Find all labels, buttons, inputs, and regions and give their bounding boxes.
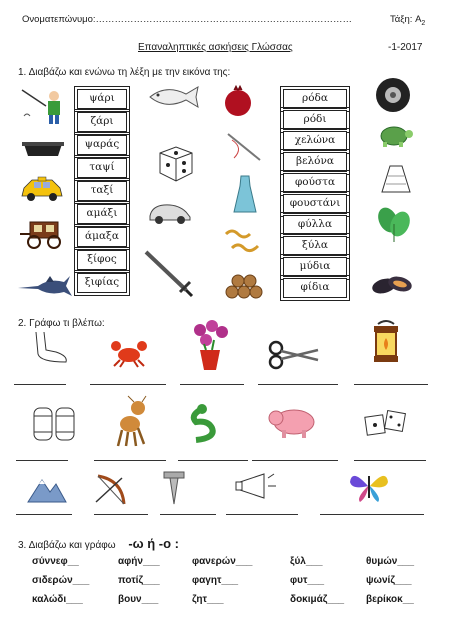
answer-line[interactable] (354, 460, 426, 461)
answer-line[interactable] (16, 460, 68, 461)
leaves-icon (374, 204, 414, 244)
megaphone-icon (234, 468, 280, 504)
taxi-icon (18, 176, 66, 204)
word-card[interactable]: χελώνα (283, 131, 347, 151)
fill-word[interactable]: φανερών___ (192, 556, 253, 567)
fill-word[interactable]: θυμών___ (366, 556, 415, 567)
answer-line[interactable] (94, 460, 166, 461)
skirt-icon (380, 162, 412, 196)
foot-icon (26, 330, 70, 366)
mountains-icon (26, 474, 68, 504)
class-label-text: Τάξη: A (390, 14, 422, 25)
answer-line[interactable] (90, 384, 166, 385)
section1-title: 1. Διαβάζω και ενώνω τη λέξη με την εικόνα της: (18, 67, 231, 78)
answer-line[interactable] (14, 384, 66, 385)
flowerpot-icon (186, 320, 234, 374)
section2-title: 2. Γράφω τι βλέπω: (18, 318, 105, 329)
barrels-icon (30, 402, 78, 444)
fill-word[interactable]: ποτίζ___ (118, 575, 160, 586)
crab-icon (108, 338, 150, 368)
fill-word[interactable]: ψωνίζ___ (366, 575, 412, 586)
scissors-icon (266, 340, 322, 370)
carriage-icon (18, 216, 66, 250)
fill-word[interactable]: φυτ___ (290, 575, 325, 586)
fill-word[interactable]: καλώδι___ (32, 594, 83, 605)
butterfly-icon (346, 468, 392, 504)
word-card[interactable]: ρόδι (283, 110, 347, 130)
right-word-list (283, 89, 347, 301)
baking-tray-icon (20, 138, 66, 160)
section3-title-text: 3. Διαβάζω και γράφω (18, 540, 116, 551)
word-card[interactable]: βελόνα (283, 152, 347, 172)
turtle-icon (374, 122, 414, 150)
word-card[interactable]: φίδια (283, 278, 347, 298)
logs-icon (222, 270, 266, 300)
fill-word[interactable]: φαγητ___ (192, 575, 239, 586)
class-label-sub: 2 (421, 19, 426, 27)
fill-word[interactable]: βουν___ (118, 594, 159, 605)
left-word-list (77, 89, 127, 295)
word-card[interactable]: ρόδα (283, 89, 347, 109)
fill-word[interactable]: δοκιμάζ___ (290, 594, 345, 605)
fill-word[interactable]: ζητ___ (192, 594, 224, 605)
answer-line[interactable] (180, 384, 244, 385)
answer-line[interactable] (160, 514, 216, 515)
word-card[interactable]: ταξί (77, 181, 127, 201)
word-card[interactable]: ψαράς (77, 135, 127, 155)
class-label (390, 14, 425, 27)
answer-line[interactable] (320, 514, 424, 515)
word-card[interactable]: άμαξα (77, 227, 127, 247)
fill-word[interactable]: σύννεφ__ (32, 556, 79, 567)
answer-line[interactable] (258, 384, 338, 385)
screw-icon (160, 470, 188, 506)
lantern-icon (368, 318, 404, 368)
section3-letters: -ω ή -ο : (128, 536, 179, 551)
needle-icon (224, 130, 264, 164)
sword-icon (140, 246, 196, 298)
fill-word[interactable]: βερίκοκ__ (366, 594, 414, 605)
dress-icon (232, 174, 258, 214)
word-card[interactable]: ξιφίας (77, 273, 127, 293)
word-card[interactable]: μύδια (283, 257, 347, 277)
answer-line[interactable] (354, 384, 428, 385)
car-icon (146, 200, 194, 226)
snake-icon (186, 402, 222, 444)
word-card[interactable]: ζάρι (77, 112, 127, 132)
pig-icon (266, 404, 320, 442)
fisherman-icon (18, 86, 68, 126)
word-card[interactable]: ψάρι (77, 89, 127, 109)
tire-icon (374, 76, 412, 114)
answer-line[interactable] (16, 514, 72, 515)
word-card[interactable]: φούστα (283, 173, 347, 193)
word-card[interactable]: αμάξι (77, 204, 127, 224)
word-card[interactable]: ξίφος (77, 250, 127, 270)
dice-icon (364, 408, 408, 438)
answer-line[interactable] (226, 514, 298, 515)
bow-arrow-icon (92, 472, 128, 508)
dice-icon (156, 143, 194, 183)
date-label: -1-2017 (388, 42, 423, 53)
word-card[interactable]: ταψί (77, 158, 127, 178)
fill-word[interactable]: αφήν___ (118, 556, 160, 567)
word-card[interactable]: ξύλα (283, 236, 347, 256)
fill-word[interactable]: σιδερών___ (32, 575, 90, 586)
section3-title (18, 536, 179, 551)
answer-line[interactable] (94, 514, 148, 515)
name-field-label: Ονοματεπώνυμο:……………………………………………………………………… (22, 14, 353, 25)
snakes-icon (222, 224, 266, 254)
answer-line[interactable] (178, 460, 248, 461)
mussels-icon (370, 270, 414, 298)
answer-line[interactable] (252, 460, 338, 461)
pomegranate-icon (222, 84, 254, 118)
page-title: Επαναληπτικές ασκήσεις Γλώσσας (138, 42, 293, 53)
word-card[interactable]: φύλλα (283, 215, 347, 235)
word-card[interactable]: φουστάνι (283, 194, 347, 214)
fish-icon (146, 84, 202, 110)
deer-icon (108, 394, 150, 450)
swordfish-icon (16, 274, 72, 300)
fill-word[interactable]: ξύλ___ (290, 556, 323, 567)
